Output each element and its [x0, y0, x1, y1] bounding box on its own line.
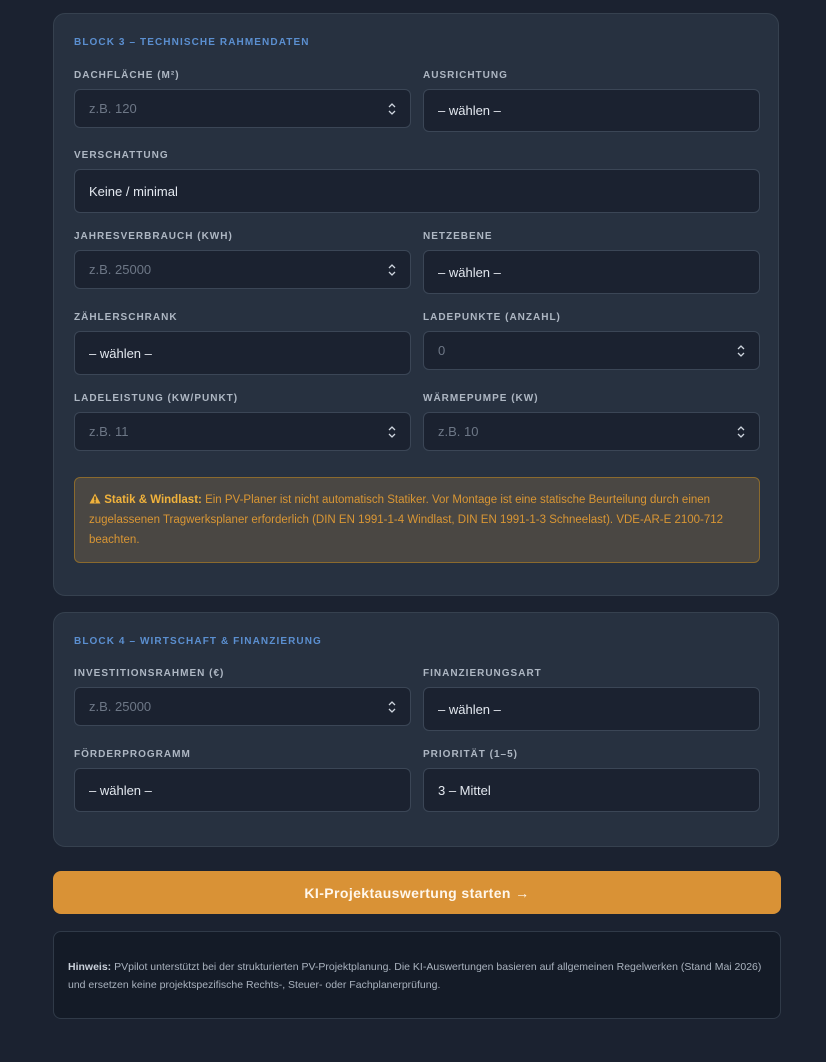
dachflaeche-placeholder: z.B. 120	[89, 101, 137, 116]
ausrichtung-value: – wählen –	[438, 103, 501, 118]
start-analysis-label: KI-Projektauswertung starten →	[304, 884, 530, 901]
prioritaet-select[interactable]	[423, 768, 760, 812]
ladeleistung-placeholder: z.B. 11	[89, 424, 129, 439]
number-spinner-icon[interactable]	[737, 344, 745, 358]
investition-placeholder: z.B. 25000	[89, 699, 152, 714]
ausrichtung-label: AUSRICHTUNG	[423, 70, 508, 81]
finanzierungsart-value: – wählen –	[438, 701, 501, 717]
zaehlerschrank-value: – wählen –	[89, 345, 152, 361]
finanzierungsart-select[interactable]	[423, 687, 760, 731]
statik-warning-box	[74, 477, 760, 563]
prioritaet-value: 3 – Mittel	[438, 782, 491, 798]
foerderprogramm-value: – wählen –	[89, 782, 152, 798]
block-3-title: BLOCK 3 – TECHNISCHE RAHMENDATEN	[74, 37, 310, 48]
start-analysis-button[interactable]	[53, 871, 781, 914]
investition-input[interactable]	[74, 687, 411, 726]
ladeleistung-input[interactable]	[74, 412, 411, 451]
block-4-card	[53, 612, 779, 847]
verschattung-label: VERSCHATTUNG	[74, 150, 169, 161]
warning-icon	[89, 493, 101, 504]
number-spinner-icon[interactable]	[388, 102, 396, 116]
warning-text: Ein PV-Planer ist nicht automatisch Statiker. Vor Montage ist eine statische Beurteilung durch einen zugelassenen Tragwerksplaner erforderlich (DIN EN 1991-1-4 Windlast, DIN EN 1991-1-3 Schneelast). VDE-AR-E 2100-712 beachten.	[89, 494, 724, 546]
ladepunkte-placeholder: 0	[438, 343, 446, 358]
jahresverbrauch-placeholder: z.B. 25000	[89, 262, 152, 277]
ladepunkte-input[interactable]	[423, 331, 760, 370]
jahresverbrauch-input[interactable]	[74, 250, 411, 289]
ladeleistung-label: LADELEISTUNG (KW/PUNKT)	[74, 393, 239, 404]
block-4-title: BLOCK 4 – WIRTSCHAFT & FINANZIERUNG	[74, 636, 322, 647]
note-text: PVpilot unterstützt bei der strukturierten PV-Projektplanung. Die KI-Auswertungen basieren auf allgemeinen Regelwerken (Stand Mai 2026) und ersetzen keine projektspezifische Rechts-, Steuer- oder Fachplanerprüfung.	[68, 961, 762, 991]
netzebene-label: NETZEBENE	[423, 231, 493, 242]
verschattung-value: Keine / minimal	[89, 183, 178, 199]
number-spinner-icon[interactable]	[388, 425, 396, 439]
waermepumpe-label: WÄRMEPUMPE (KW)	[423, 393, 539, 404]
number-spinner-icon[interactable]	[388, 263, 396, 277]
zaehlerschrank-label: ZÄHLERSCHRANK	[74, 312, 178, 323]
zaehlerschrank-select[interactable]	[74, 331, 411, 375]
dachflaeche-input[interactable]	[74, 89, 411, 128]
ausrichtung-select[interactable]	[423, 89, 760, 132]
finanzierungsart-label: FINANZIERUNGSART	[423, 668, 542, 679]
waermepumpe-input[interactable]	[423, 412, 760, 451]
netzebene-select[interactable]	[423, 250, 760, 294]
number-spinner-icon[interactable]	[388, 700, 396, 714]
ladepunkte-label: LADEPUNKTE (ANZAHL)	[423, 312, 561, 323]
dachflaeche-label: DACHFLÄCHE (M²)	[74, 70, 180, 81]
foerderprogramm-label: FÖRDERPROGRAMM	[74, 749, 191, 760]
note-title: Hinweis:	[68, 961, 112, 973]
verschattung-select[interactable]	[74, 169, 760, 213]
prioritaet-label: PRIORITÄT (1–5)	[423, 749, 519, 760]
investition-label: INVESTITIONSRAHMEN (€)	[74, 668, 225, 679]
foerderprogramm-select[interactable]	[74, 768, 411, 812]
block-3-card	[53, 13, 779, 596]
warning-title: Statik & Windlast:	[104, 494, 202, 506]
waermepumpe-placeholder: z.B. 10	[438, 424, 479, 439]
netzebene-value: – wählen –	[438, 264, 501, 280]
jahresverbrauch-label: JAHRESVERBRAUCH (KWH)	[74, 231, 233, 242]
disclaimer-note	[53, 931, 781, 1019]
number-spinner-icon[interactable]	[737, 425, 745, 439]
